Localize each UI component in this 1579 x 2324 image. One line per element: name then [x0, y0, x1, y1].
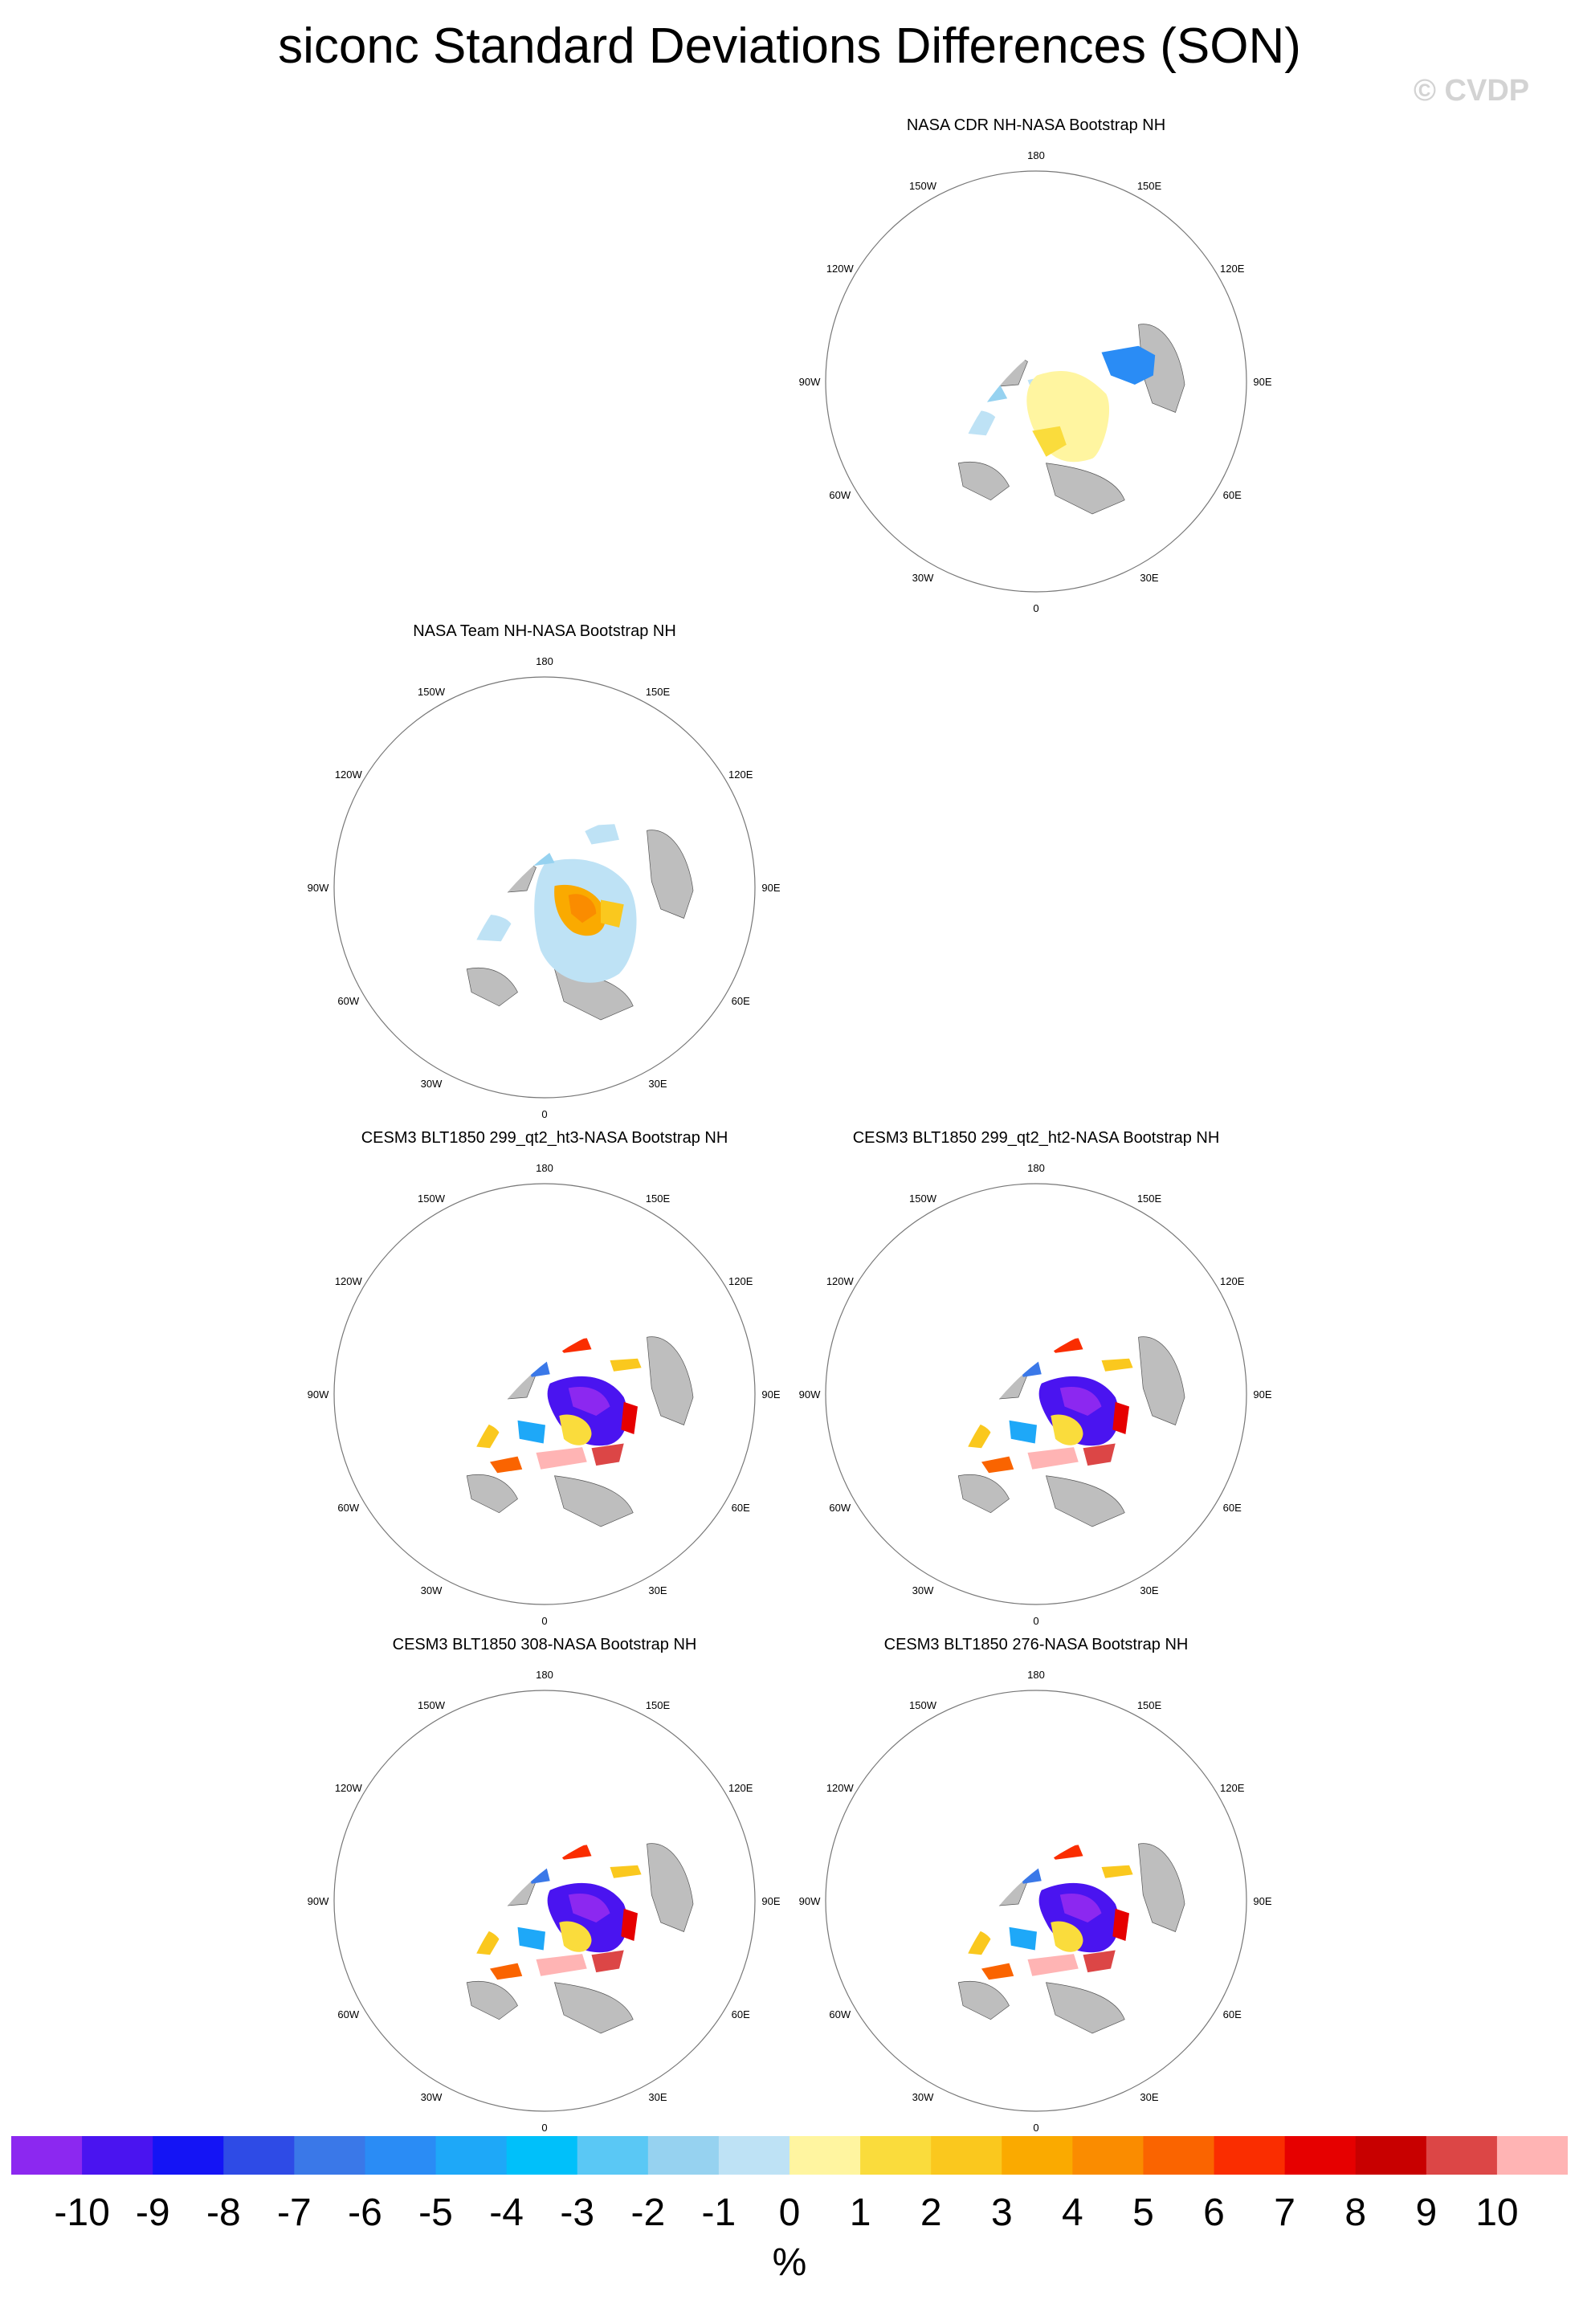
colorbar-box — [1143, 2136, 1214, 2175]
lon-label: 180 — [536, 655, 553, 667]
colorbar-box — [507, 2136, 578, 2175]
polar-map — [304, 1636, 785, 2134]
lon-label: 150E — [1136, 1698, 1162, 1711]
colorbar-box — [1497, 2136, 1568, 2175]
colorbar-tick-label: 6 — [1203, 2191, 1225, 2234]
lon-label: 150E — [645, 685, 671, 698]
lon-label: 0 — [541, 1108, 548, 1120]
lon-label: 60E — [1222, 2008, 1242, 2020]
lon-label: 120W — [826, 1782, 854, 1794]
colorbar-tick-label: 1 — [849, 2191, 871, 2234]
colorbar-box — [1426, 2136, 1498, 2175]
colorbar-tick-label: -3 — [560, 2191, 595, 2234]
lon-label: 150W — [909, 1698, 936, 1711]
lon-label: 0 — [1033, 2122, 1039, 2134]
lon-label: 120E — [728, 1275, 753, 1287]
lon-label: 60W — [337, 995, 360, 1007]
lon-label: 120W — [334, 769, 362, 781]
polar-map — [795, 116, 1277, 614]
polar-map — [795, 1636, 1277, 2134]
lon-label: 120W — [826, 263, 854, 275]
panel-title: NASA Team NH-NASA Bootstrap NH — [413, 622, 676, 640]
lon-label: 30W — [912, 2091, 934, 2104]
colorbar-tick-label: -6 — [348, 2191, 382, 2234]
lon-label: 150W — [909, 1192, 936, 1205]
map-panel-308 — [304, 1636, 785, 2134]
colorbar-tick-label: -1 — [701, 2191, 736, 2234]
lon-label: 30W — [420, 1078, 443, 1091]
lon-label: 150E — [1136, 1192, 1162, 1205]
panel-title: CESM3 BLT1850 308-NASA Bootstrap NH — [392, 1636, 697, 1653]
colorbar-box — [790, 2136, 861, 2175]
colorbar-box — [577, 2136, 649, 2175]
lon-label: 90W — [798, 376, 821, 388]
colorbar-box — [223, 2136, 295, 2175]
map-panel-qt2-ht3 — [304, 1129, 785, 1627]
colorbar-box — [294, 2136, 365, 2175]
lon-label: 60E — [731, 995, 750, 1007]
map-panel-cdr — [795, 116, 1277, 614]
lon-label: 90W — [307, 1388, 329, 1401]
colorbar-box — [860, 2136, 932, 2175]
panel-title: CESM3 BLT1850 276-NASA Bootstrap NH — [883, 1636, 1189, 1653]
lon-label: 60W — [337, 2008, 360, 2020]
colorbar-tick-label: 4 — [1062, 2191, 1083, 2234]
lon-label: 150W — [909, 179, 936, 192]
lon-label: 90E — [1253, 1895, 1272, 1907]
panel-title: NASA CDR NH-NASA Bootstrap NH — [906, 116, 1166, 134]
colorbar-tick-label: 10 — [1475, 2191, 1519, 2234]
lon-label: 90E — [761, 1388, 781, 1401]
lon-label: 150E — [645, 1192, 671, 1205]
panel-title: CESM3 BLT1850 299_qt2_ht2-NASA Bootstrap NH — [852, 1129, 1220, 1147]
polar-map — [304, 622, 785, 1120]
lon-label: 60W — [337, 1502, 360, 1514]
lon-label: 180 — [1027, 1669, 1045, 1681]
colorbar-tick-label: -8 — [206, 2191, 241, 2234]
map-panel-276 — [795, 1636, 1277, 2134]
lon-label: 180 — [1027, 1162, 1045, 1174]
lon-label: 0 — [541, 2122, 548, 2134]
colorbar-box — [1072, 2136, 1144, 2175]
lon-label: 150E — [1136, 179, 1162, 192]
lon-label: 60E — [1222, 489, 1242, 501]
panel-title: CESM3 BLT1850 299_qt2_ht3-NASA Bootstrap NH — [361, 1129, 728, 1147]
colorbar-box — [11, 2136, 83, 2175]
colorbar-tick-label: 8 — [1344, 2191, 1367, 2234]
colorbar-units: % — [772, 2241, 807, 2284]
colorbar-box — [1002, 2136, 1073, 2175]
lon-label: 180 — [536, 1162, 553, 1174]
colorbar-box — [648, 2136, 720, 2175]
lon-label: 90W — [798, 1388, 821, 1401]
polar-map — [795, 1129, 1277, 1627]
lon-label: 0 — [1033, 602, 1039, 614]
colorbar-tick-label: 9 — [1415, 2191, 1438, 2234]
lon-label: 60W — [829, 1502, 851, 1514]
lon-label: 150W — [418, 1192, 445, 1205]
polar-map — [304, 1129, 785, 1627]
lon-label: 90E — [1253, 376, 1272, 388]
lon-label: 0 — [1033, 1615, 1039, 1627]
lon-label: 0 — [541, 1615, 548, 1627]
colorbar-box — [1285, 2136, 1357, 2175]
lon-label: 90E — [1253, 1388, 1272, 1401]
lon-label: 150W — [418, 1698, 445, 1711]
lon-label: 30W — [420, 2091, 443, 2104]
lon-label: 90W — [307, 1895, 329, 1907]
colorbar-tick-label: -4 — [489, 2191, 524, 2234]
colorbar-box — [931, 2136, 1002, 2175]
lon-label: 180 — [536, 1669, 553, 1681]
colorbar-box — [82, 2136, 153, 2175]
colorbar-tick-label: -5 — [418, 2191, 453, 2234]
lon-label: 180 — [1027, 149, 1045, 161]
lon-label: 120W — [826, 1275, 854, 1287]
lon-label: 60W — [829, 2008, 851, 2020]
colorbar-box — [719, 2136, 790, 2175]
lon-label: 60E — [731, 2008, 750, 2020]
lon-label: 120W — [334, 1275, 362, 1287]
colorbar — [11, 2136, 1568, 2175]
page-title: siconc Standard Deviations Differences (SON) — [278, 18, 1301, 74]
colorbar-tick-label: -2 — [630, 2191, 666, 2234]
lon-label: 90W — [798, 1895, 821, 1907]
cvdp-watermark: © CVDP — [1414, 74, 1530, 108]
lon-label: 90E — [761, 1895, 781, 1907]
lon-label: 120W — [334, 1782, 362, 1794]
colorbar-box — [1214, 2136, 1286, 2175]
lon-label: 30W — [420, 1584, 443, 1597]
lon-label: 120E — [728, 769, 753, 781]
lon-label: 120E — [1220, 1782, 1245, 1794]
lon-label: 90W — [307, 882, 329, 894]
colorbar-tick-label: -7 — [277, 2191, 312, 2234]
colorbar-box — [436, 2136, 508, 2175]
lon-label: 120E — [1220, 1275, 1245, 1287]
lon-label: 150E — [645, 1698, 671, 1711]
lon-label: 30E — [648, 1078, 667, 1091]
lon-label: 150W — [418, 685, 445, 698]
colorbar-tick-label: 0 — [778, 2191, 801, 2234]
colorbar-tick-label: 2 — [920, 2191, 942, 2234]
colorbar-box — [153, 2136, 224, 2175]
lon-label: 120E — [1220, 263, 1245, 275]
colorbar-tick-label: 7 — [1274, 2191, 1295, 2234]
lon-label: 30W — [912, 572, 934, 585]
colorbar-tick-label: -10 — [54, 2191, 110, 2234]
map-panel-qt2-ht2 — [795, 1129, 1277, 1627]
colorbar-box — [365, 2136, 436, 2175]
lon-label: 120E — [728, 1782, 753, 1794]
colorbar-tick-label: 3 — [990, 2191, 1013, 2234]
map-panel-team — [304, 622, 785, 1120]
lon-label: 90E — [761, 882, 781, 894]
lon-label: 30E — [1140, 1584, 1159, 1597]
lon-label: 60E — [1222, 1502, 1242, 1514]
lon-label: 60E — [731, 1502, 750, 1514]
lon-label: 30E — [648, 1584, 667, 1597]
colorbar-box — [1356, 2136, 1427, 2175]
colorbar-tick-label: -9 — [135, 2191, 170, 2234]
colorbar-tick-label: 5 — [1132, 2191, 1154, 2234]
lon-label: 30E — [1140, 2091, 1159, 2104]
lon-label: 30E — [648, 2091, 667, 2104]
lon-label: 60W — [829, 489, 851, 501]
lon-label: 30E — [1140, 572, 1159, 585]
lon-label: 30W — [912, 1584, 934, 1597]
